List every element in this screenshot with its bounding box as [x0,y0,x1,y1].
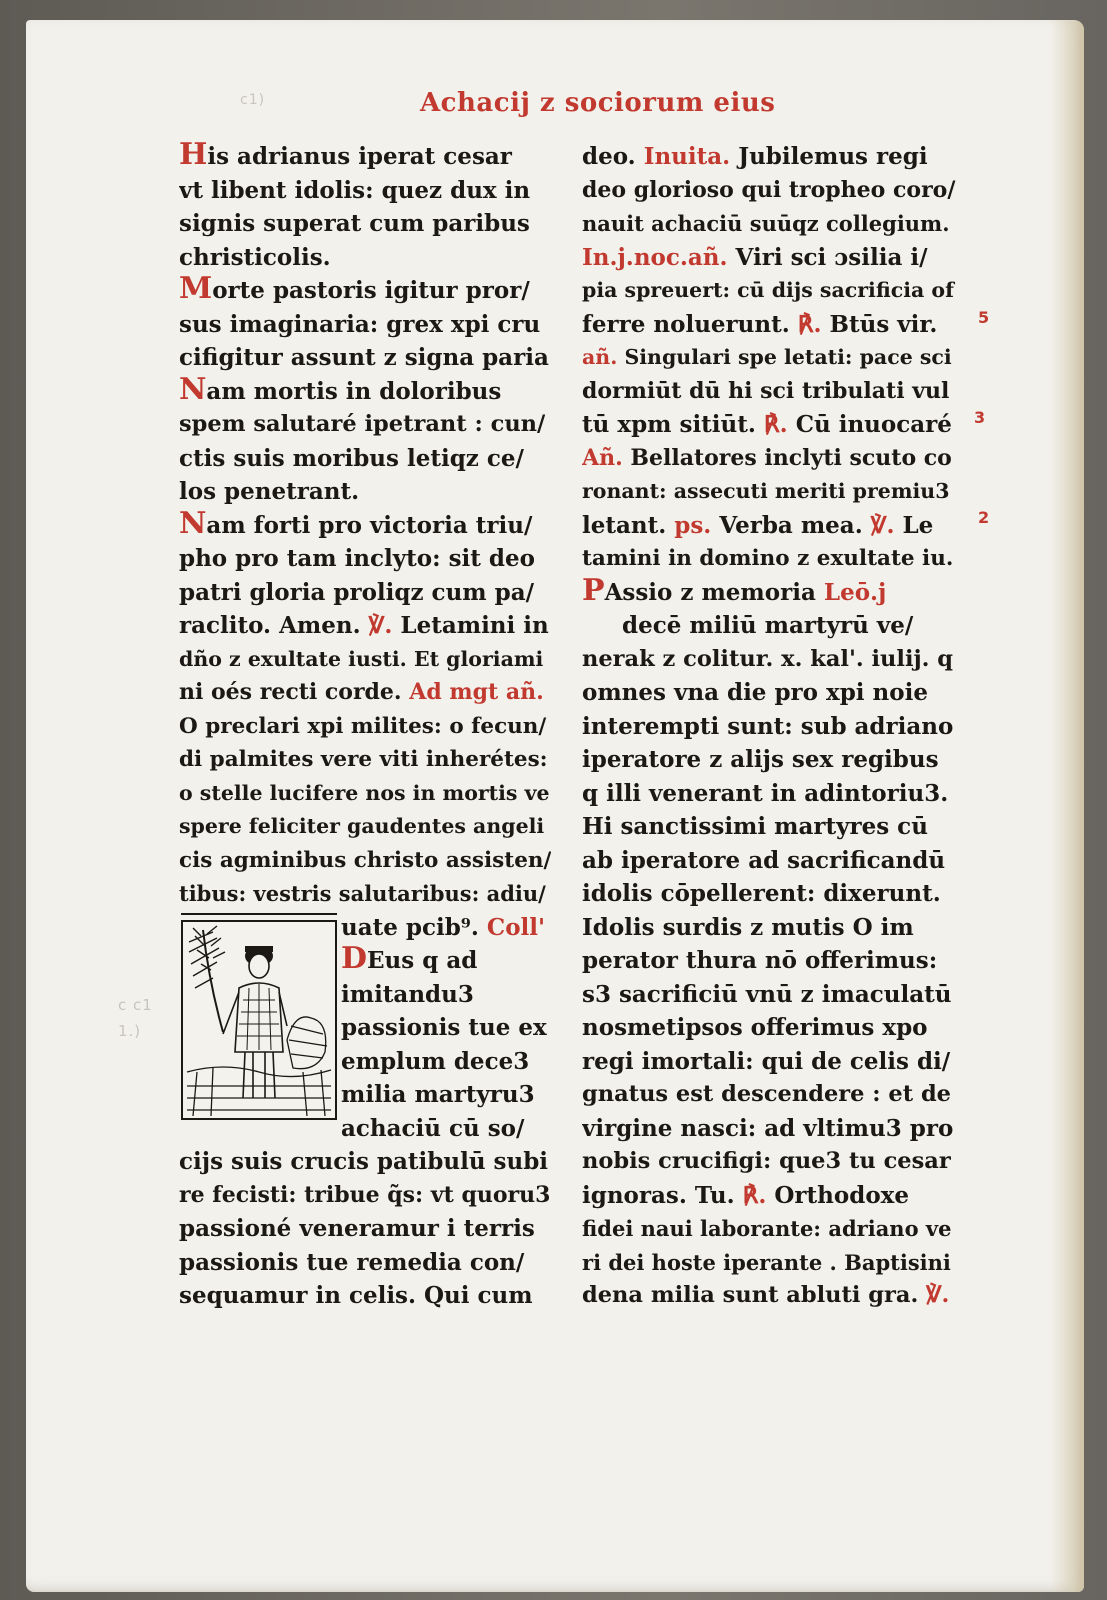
line-text: Viri sci ɔsilia i/ [735,243,928,271]
text-line [582,308,957,342]
line-text: dormiūt dū hi sci tribulati vul [582,377,950,404]
line-text: s3 sacrificiū vnū z imaculatū [582,980,952,1008]
rubricated-initial: N [179,508,207,541]
text-line [582,1078,957,1112]
line-text: Singulari spe letati: pace sci [624,345,952,369]
line-text: Le [902,511,934,539]
line-text: tū xpm sitiūt. [582,411,756,438]
rubric-text: ℣. [926,1282,950,1308]
text-line [582,944,957,978]
text-line [582,643,957,677]
line-text: nerak z colitur. x. kal'. iulij. q [582,645,954,672]
text-line [582,1145,957,1179]
line-text: patri gloria proliqz cum pa/ [179,578,535,606]
text-line [582,1279,957,1313]
text-line [582,408,957,442]
line-text: deo glorioso qui tropheo coro/ [582,176,956,203]
text-line [582,1011,957,1045]
text-line [582,174,957,208]
right-column [582,140,957,1313]
text-line [582,676,957,710]
line-text: decē miliū martyrū ve/ [622,612,914,639]
margin-number: 5 [978,308,990,327]
text-line [179,609,551,643]
text-line [179,241,551,275]
text-line [179,341,551,375]
text-line [582,978,957,1012]
text-line [179,844,551,878]
woodcut-figure-with-palm-icon [183,922,335,1118]
text-line [179,1179,551,1213]
rubric-text: In.j.noc.añ. [582,243,728,271]
running-title: Achacij z sociorum eius [420,88,776,118]
text-line [179,643,551,677]
line-text: ronant: assecuti meriti premiu3 [582,479,950,503]
line-text: Jubilemus regi [738,143,928,170]
line-text: ferre noluerunt. [582,310,790,338]
text-line [582,877,957,911]
line-text: sus imaginaria: grex xpi cru [179,310,541,338]
text-line [582,1112,957,1146]
text-line [179,475,551,509]
text-line [179,274,551,308]
text-line [179,1145,551,1179]
line-text: imitandu3 [341,980,474,1008]
text-line [179,308,551,342]
line-text: interempti sunt: sub adriano [582,712,954,740]
rubricated-initial: H [179,140,208,172]
text-line [582,576,957,610]
text-line [179,140,551,174]
line-text: di palmites vere viti inherétes: [179,747,548,772]
text-line [179,1246,551,1280]
line-text: Eus q ad [367,947,478,974]
line-text: iperatore z alijs sex regibus [582,746,939,773]
text-line [179,509,551,543]
pencil-note-side [118,992,153,1044]
text-line [179,174,551,208]
leaf-edge-shadow [1050,20,1084,1592]
line-text: milia martyru3 [341,1081,535,1108]
line-text: letant. [582,511,667,539]
line-text: spem salutaré ipetrant : cun/ [179,411,546,437]
rubric-text: Leō.j [823,578,887,606]
line-text: virgine nasci: ad vltimu3 pro [582,1114,954,1142]
text-line [582,140,957,174]
text-line [179,676,551,710]
rubricated-initial: P [582,575,605,608]
line-text: emplum dece3 [341,1047,530,1075]
line-text: tibus: vestris salutaribus: adiu/ [179,881,546,906]
text-line [582,710,957,744]
line-text: q illi venerant in adintoriu3. [582,779,949,807]
text-line [179,1212,551,1246]
line-text: orte pastoris igitur pror/ [212,277,530,304]
text-line [179,542,551,576]
line-text: vt libent idolis: quez dux in [179,176,531,204]
line-text: sequamur in celis. Qui cum [179,1282,533,1309]
line-text: ri dei hoste iperante . Baptisini [582,1249,951,1275]
line-text: deo. [582,143,636,170]
rubric-text: ℟. [742,1181,767,1209]
line-text: uate pcib⁹. [341,913,479,941]
line-text: cifigitur assunt z signa paria [179,344,549,371]
line-text: o stelle lucifere nos in mortis ve [179,780,550,805]
text-line [582,375,957,409]
text-line [582,442,957,476]
text-line [179,777,551,811]
text-line [582,509,957,543]
line-text: nobis crucifigi: que3 tu cesar [582,1148,951,1174]
line-text: is adrianus iperat cesar [207,143,512,170]
line-text: fidei naui laborante: adriano ve [582,1216,952,1241]
text-line [582,475,957,509]
text-line [582,844,957,878]
text-line [582,1246,957,1280]
rubricated-initial: N [179,374,207,407]
text-line [582,911,957,945]
line-text: cis agminibus christo assisten/ [179,847,551,873]
rubric-text: Ad mgt añ. [409,679,544,705]
line-text: tamini in domino z exultate iu. [582,546,954,571]
line-text: ni oés recti corde. [179,679,402,705]
rubric-text: Inuita. [643,143,731,170]
line-text: pia spreuert: cū dijs sacrificia of [582,278,954,302]
line-text: Assio z memoria [604,578,816,606]
text-line [582,1179,957,1213]
margin-number: 2 [978,508,990,527]
line-text: regi imortali: qui de celis di/ [582,1047,951,1075]
rubric-text: ℟. [797,310,822,338]
line-text: cijs suis crucis patibulū subi [179,1148,549,1175]
rubricated-initial: D [341,944,368,976]
line-text: Orthodoxe [774,1181,909,1209]
line-text: pho pro tam inclyto: sit deo [179,545,535,572]
margin-number: 3 [974,408,986,427]
rubric-text: ps. [674,511,712,539]
line-text: passionis tue ex [341,1014,547,1041]
text-line [179,710,551,744]
rubric-text: Coll' [486,913,546,941]
text-line [179,408,551,442]
text-line [179,207,551,241]
line-text: Cū inuocaré [795,411,952,438]
line-text: re fecisti: tribue q̃s: vt quoru3 [179,1181,551,1208]
text-line [582,207,957,241]
text-line [582,542,957,576]
line-text: dena milia sunt abluti gra. [582,1282,919,1308]
text-line [582,743,957,777]
line-text: idolis cōpellerent: dixerunt. [582,880,941,907]
line-text: am forti pro victoria triu/ [206,511,533,539]
line-text: christicolis. [179,243,331,271]
text-line [179,877,551,911]
line-text: signis superat cum paribus [179,210,530,237]
line-text: am mortis in doloribus [206,377,502,405]
line-text: dño z exultate iusti. Et gloriami [179,646,544,671]
woodcut-top-rule [181,913,337,915]
line-text: nosmetipsos offerimus xpo [582,1014,928,1041]
line-text: passionis tue remedia con/ [179,1248,525,1276]
line-text: O preclari xpi milites: o fecun/ [179,713,547,739]
line-text: los penetrant. [179,478,360,505]
text-line [582,777,957,811]
rubric-text: añ. [582,345,618,369]
text-line [582,1045,957,1079]
pencil-note-side-line: 1.) [118,1022,142,1040]
line-text: nauit achaciū suūqz collegium. [582,211,950,236]
line-text: raclito. Amen. [179,612,361,639]
line-text: perator thura nō offerimus: [582,947,938,974]
line-text: ctis suis moribus letiqz ce/ [179,444,524,472]
line-text: Letamini in [400,612,549,639]
line-text: passioné veneramur i terris [179,1215,535,1242]
text-line [179,743,551,777]
text-line [179,1279,551,1313]
text-line [582,810,957,844]
line-text: gnatus est descendere : et de [582,1081,951,1107]
rubric-text: ℣. [870,511,895,539]
line-text: Idolis surdis z mutis O im [582,913,914,941]
line-text: Hi sanctissimi martyres cū [582,813,928,840]
rubric-text: Añ. [582,444,623,471]
line-text: Bellatores inclyti scuto co [630,444,952,471]
line-text: Btūs vir. [829,310,938,338]
text-line [179,810,551,844]
line-text: spere feliciter gaudentes angeli [179,814,545,838]
text-line [582,341,957,375]
pencil-note-top: c1) [240,92,266,108]
text-line [582,274,957,308]
rubricated-initial: M [179,274,213,306]
line-text: ignoras. Tu. [582,1181,735,1209]
text-line [582,1212,957,1246]
text-line [582,609,957,643]
pencil-note-side-line: c c1 [118,996,153,1014]
line-text: ab iperatore ad sacrificandū [582,846,946,874]
left-column [179,140,551,1313]
text-line [179,442,551,476]
text-line [179,576,551,610]
rubric-text: ℣. [368,612,393,639]
rubric-text: ℟. [763,411,788,438]
woodcut-illustration [181,920,337,1120]
text-line [179,375,551,409]
line-text: Verba mea. [719,511,863,539]
line-text: omnes vna die pro xpi noie [582,679,928,706]
text-line [582,241,957,275]
line-text: achaciū cū so/ [341,1114,525,1142]
